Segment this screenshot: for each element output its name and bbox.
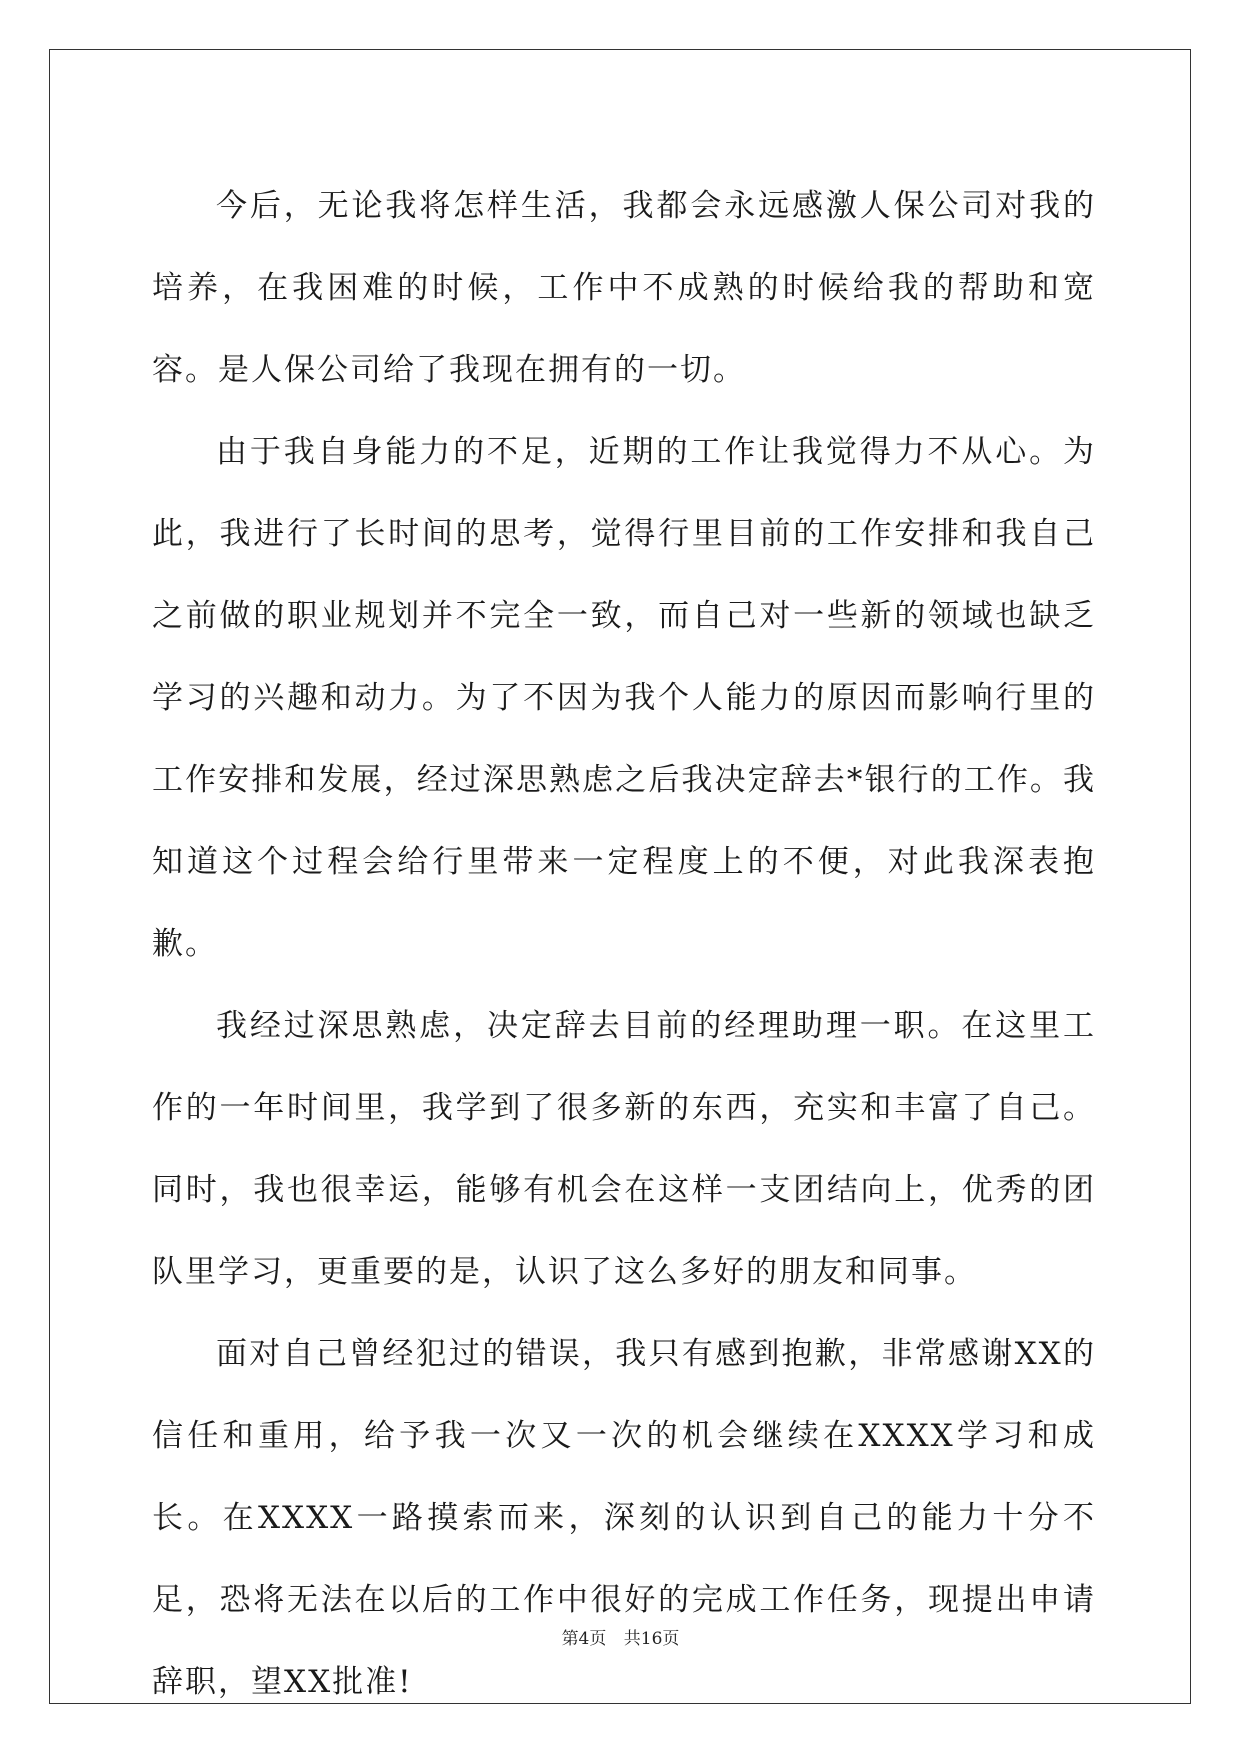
paragraph: 面对自己曾经犯过的错误，我只有感到抱歉，非常感谢XX的信任和重用，给予我一次又一次的机会继续在XXXX学习和成长。在XXXX一路摸索而来，深刻的认识到自己的能力十分不足，恐将无法在以后的工作中很好的完成工作任务，现提出申请辞职，望XX批准!	[152, 1336, 1096, 1700]
document-body	[152, 165, 1096, 1723]
paragraph: 由于我自身能力的不足，近期的工作让我觉得力不从心。为此，我进行了长时间的思考，觉得行里目前的工作安排和我自己之前做的职业规划并不完全一致，而自己对一些新的领域也缺乏学习的兴趣和动力。为了不因为我个人能力的原因而影响行里的工作安排和发展，经过深思熟虑之后我决定辞去*银行的工作。我知道这个过程会给行里带来一定程度上的不便，对此我深表抱歉。	[152, 434, 1096, 962]
page-total: 共16页	[623, 1629, 680, 1649]
page-footer	[0, 1624, 1241, 1649]
page-number: 第4页	[561, 1629, 607, 1649]
paragraph: 我经过深思熟虑，决定辞去目前的经理助理一职。在这里工作的一年时间里，我学到了很多新的东西，充实和丰富了自己。同时，我也很幸运，能够有机会在这样一支团结向上，优秀的团队里学习，更重要的是，认识了这么多好的朋友和同事。	[152, 1008, 1096, 1290]
paragraph: 今后，无论我将怎样生活，我都会永远感激人保公司对我的培养，在我困难的时候，工作中不成熟的时候给我的帮助和宽容。是人保公司给了我现在拥有的一切。	[152, 188, 1096, 388]
